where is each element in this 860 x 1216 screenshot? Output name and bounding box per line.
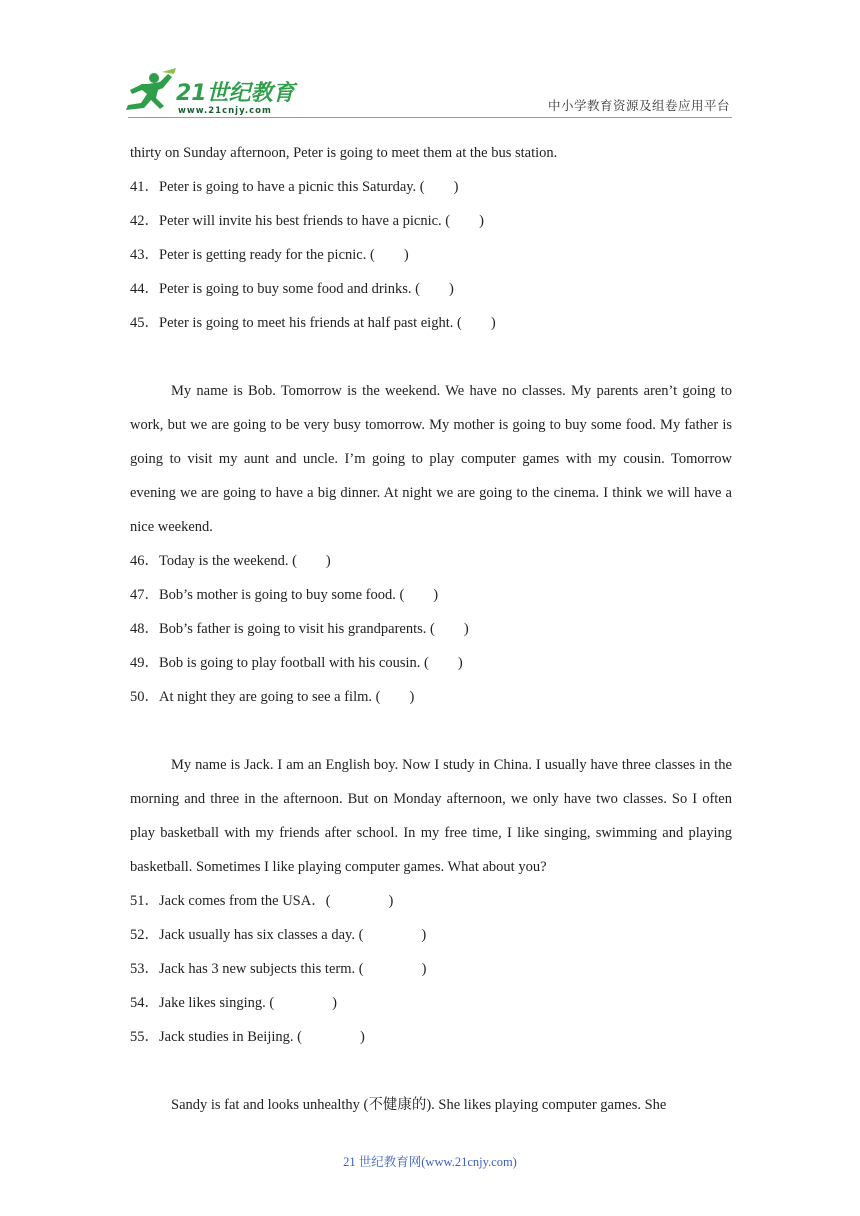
question-52: 52．Jack usually has six classes a day. ( ) bbox=[130, 927, 427, 943]
spacer bbox=[130, 340, 732, 374]
question-55: 55．Jack studies in Beijing. ( ) bbox=[130, 1029, 365, 1045]
spacer bbox=[130, 714, 732, 748]
intro-line: thirty on Sunday afternoon, Peter is going to meet them at the bus station. bbox=[130, 145, 558, 161]
passage-jack: My name is Jack. I am an English boy. Now I study in China. I usually have three classes in the morning and three in the afternoon. But on Monday afternoon, we only have two classes. So I often play basketball with my friends after school. In my free time, I like singing, swimming and playing basketball. Sometimes I like playing computer games. What about you? bbox=[130, 757, 732, 875]
question-44: 44．Peter is going to buy some food and drinks. ( ) bbox=[130, 281, 454, 297]
passage-sandy-start: Sandy is fat and looks unhealthy (不健康的). She likes playing computer games. She bbox=[171, 1097, 667, 1113]
platform-tagline: 中小学教育资源及组卷应用平台 bbox=[547, 98, 730, 113]
page-header bbox=[0, 0, 860, 120]
question-41: 41．Peter is going to have a picnic this Saturday. ( ) bbox=[130, 179, 459, 195]
question-50: 50．At night they are going to see a film. ( ) bbox=[130, 689, 415, 705]
question-51: 51．Jack comes from the USA．( ) bbox=[130, 893, 394, 909]
question-43: 43．Peter is getting ready for the picnic. ( ) bbox=[130, 247, 409, 263]
question-46: 46．Today is the weekend. ( ) bbox=[130, 553, 331, 569]
question-53: 53．Jack has 3 new subjects this term. ( ) bbox=[130, 961, 427, 977]
passage-bob: My name is Bob. Tomorrow is the weekend. We have no classes. My parents aren’t going to work, but we are going to be very busy tomorrow. My mother is going to buy some food. My father is going to visit my aunt and uncle. I’m going to play computer games with my cousin. Tomorrow evening we are going to have a big dinner. At night we are going to the cinema. I think we will have a nice weekend. bbox=[130, 383, 732, 535]
logo bbox=[118, 68, 298, 118]
logo-url: www.21cnjy.com bbox=[178, 106, 272, 116]
spacer bbox=[130, 1054, 732, 1088]
logo-text: 21世纪教育 bbox=[176, 81, 295, 106]
page-footer: 21 世纪教育网(www.21cnjy.com) bbox=[343, 1155, 517, 1169]
question-47: 47．Bob’s mother is going to buy some food. ( ) bbox=[130, 587, 439, 603]
running-man-logo-icon bbox=[118, 68, 298, 118]
header-divider bbox=[128, 117, 732, 118]
question-48: 48．Bob’s father is going to visit his grandparents. ( ) bbox=[130, 621, 469, 637]
question-45: 45．Peter is going to meet his friends at half past eight. ( ) bbox=[130, 315, 496, 331]
document-body bbox=[130, 136, 732, 1122]
question-42: 42．Peter will invite his best friends to have a picnic. ( ) bbox=[130, 213, 484, 229]
question-54: 54．Jake likes singing. ( ) bbox=[130, 995, 338, 1011]
question-49: 49．Bob is going to play football with his cousin. ( ) bbox=[130, 655, 463, 671]
